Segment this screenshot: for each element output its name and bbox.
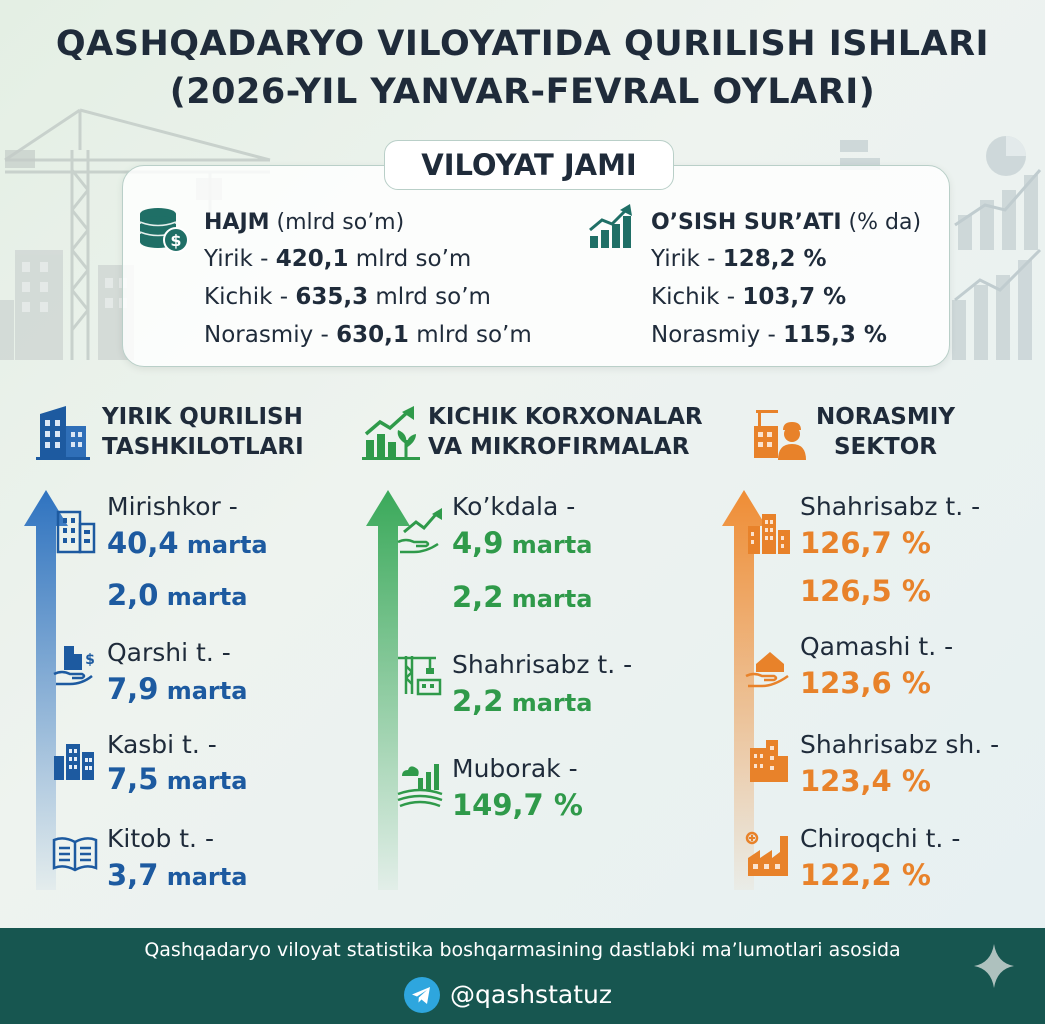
yirik-row-2-label: Qarshi t. - bbox=[107, 638, 231, 667]
norasmiy-row-3-label: Shahrisabz sh. - bbox=[800, 730, 1000, 759]
volume-column bbox=[204, 206, 532, 354]
yirik-row-4-label: Kitob t. - bbox=[107, 824, 214, 853]
norasmiy-row-3-value: 123,4 % bbox=[800, 764, 931, 798]
volume-heading: HAJM (mlrd so’m) bbox=[204, 210, 405, 235]
yirik-row-3-value: 7,5 marta bbox=[107, 762, 248, 796]
norasmiy-row-4-label: Chiroqchi t. - bbox=[800, 824, 961, 853]
section-title-kichik: KICHIK KORXONALAR VA MIKROFIRMALAR bbox=[428, 404, 703, 460]
growth-plant-icon bbox=[362, 404, 420, 460]
volume-kichik: Kichik - 635,3 mlrd so’m bbox=[204, 284, 491, 310]
yirik-row-1-value: 2,0 marta bbox=[107, 578, 248, 612]
page-title: QASHQADARYO VILOYATIDA QURILISH ISHLARI bbox=[55, 24, 990, 64]
norasmiy-row-0-value: 126,7 % bbox=[800, 526, 931, 560]
svg-text:$: $ bbox=[85, 652, 95, 668]
hand-house-icon bbox=[744, 642, 792, 688]
section-title-yirik: YIRIK QURILISH TASHKILOTLARI bbox=[102, 404, 304, 460]
office-building-icon bbox=[36, 404, 90, 460]
norasmiy-row-2-label: Qamashi t. - bbox=[800, 632, 954, 661]
page-subtitle: (2026-YIL YANVAR-FEVRAL OYLARI) bbox=[169, 72, 876, 112]
hand-money-building-icon bbox=[52, 642, 98, 688]
open-book-icon bbox=[52, 836, 98, 874]
worker-construction-icon bbox=[752, 404, 808, 460]
section-title-norasmiy: NORASMIY SEKTOR bbox=[816, 404, 955, 460]
yirik-row-0-value: 40,4 marta bbox=[107, 526, 268, 560]
yirik-row-2-value: 7,9 marta bbox=[107, 672, 248, 706]
kichik-row-1-value: 2,2 marta bbox=[452, 580, 593, 614]
growth-kichik: Kichik - 103,7 % bbox=[651, 284, 847, 310]
footer-source-text: Qashqadaryo viloyat statistika boshqarmasining dastlabki ma’lumotlari asosida bbox=[144, 939, 901, 961]
norasmiy-row-0-label: Shahrisabz t. - bbox=[800, 492, 981, 521]
kichik-row-2-value: 2,2 marta bbox=[452, 684, 593, 718]
volume-norasmiy: Norasmiy - 630,1 mlrd so’m bbox=[204, 322, 532, 348]
crane-icon bbox=[396, 650, 444, 696]
yirik-row-4-value: 3,7 marta bbox=[107, 858, 248, 892]
svg-text:$: $ bbox=[170, 231, 182, 250]
yirik-row-3-label: Kasbi t. - bbox=[107, 730, 217, 759]
hand-growth-icon bbox=[396, 506, 444, 554]
norasmiy-row-4-value: 122,2 % bbox=[800, 858, 931, 892]
telegram-handle-link[interactable]: @qashstatuz bbox=[450, 980, 612, 1009]
norasmiy-row-2-value: 123,6 % bbox=[800, 666, 931, 700]
buildings-icon bbox=[746, 512, 792, 554]
kichik-row-2-label: Shahrisabz t. - bbox=[452, 650, 633, 679]
summary-badge: VILOYAT JAMI bbox=[384, 140, 674, 190]
factory-icon bbox=[744, 830, 792, 876]
growth-column bbox=[651, 206, 921, 354]
growth-norasmiy: Norasmiy - 115,3 % bbox=[651, 322, 887, 348]
kichik-row-0-value: 4,9 marta bbox=[452, 526, 593, 560]
kichik-row-3-label: Muborak - bbox=[452, 754, 578, 783]
norasmiy-row-1-value: 126,5 % bbox=[800, 574, 931, 608]
volume-yirik: Yirik - 420,1 mlrd so’m bbox=[204, 246, 472, 272]
growth-yirik: Yirik - 128,2 % bbox=[651, 246, 827, 272]
kichik-row-0-label: Ko’kdala - bbox=[452, 492, 576, 521]
kichik-row-3-value: 149,7 % bbox=[452, 788, 583, 822]
tower-building-icon bbox=[746, 738, 792, 782]
telegram-icon[interactable] bbox=[404, 977, 440, 1013]
growth-chart-icon bbox=[586, 202, 636, 252]
coins-dollar-icon bbox=[136, 204, 192, 254]
building-icon bbox=[54, 506, 98, 554]
sparkle-icon bbox=[974, 944, 1014, 988]
city-buildings-icon bbox=[52, 740, 98, 780]
yirik-row-0-label: Mirishkor - bbox=[107, 492, 238, 521]
field-chart-icon bbox=[396, 760, 444, 808]
growth-heading: O’SISH SUR’ATI (% da) bbox=[651, 210, 922, 235]
